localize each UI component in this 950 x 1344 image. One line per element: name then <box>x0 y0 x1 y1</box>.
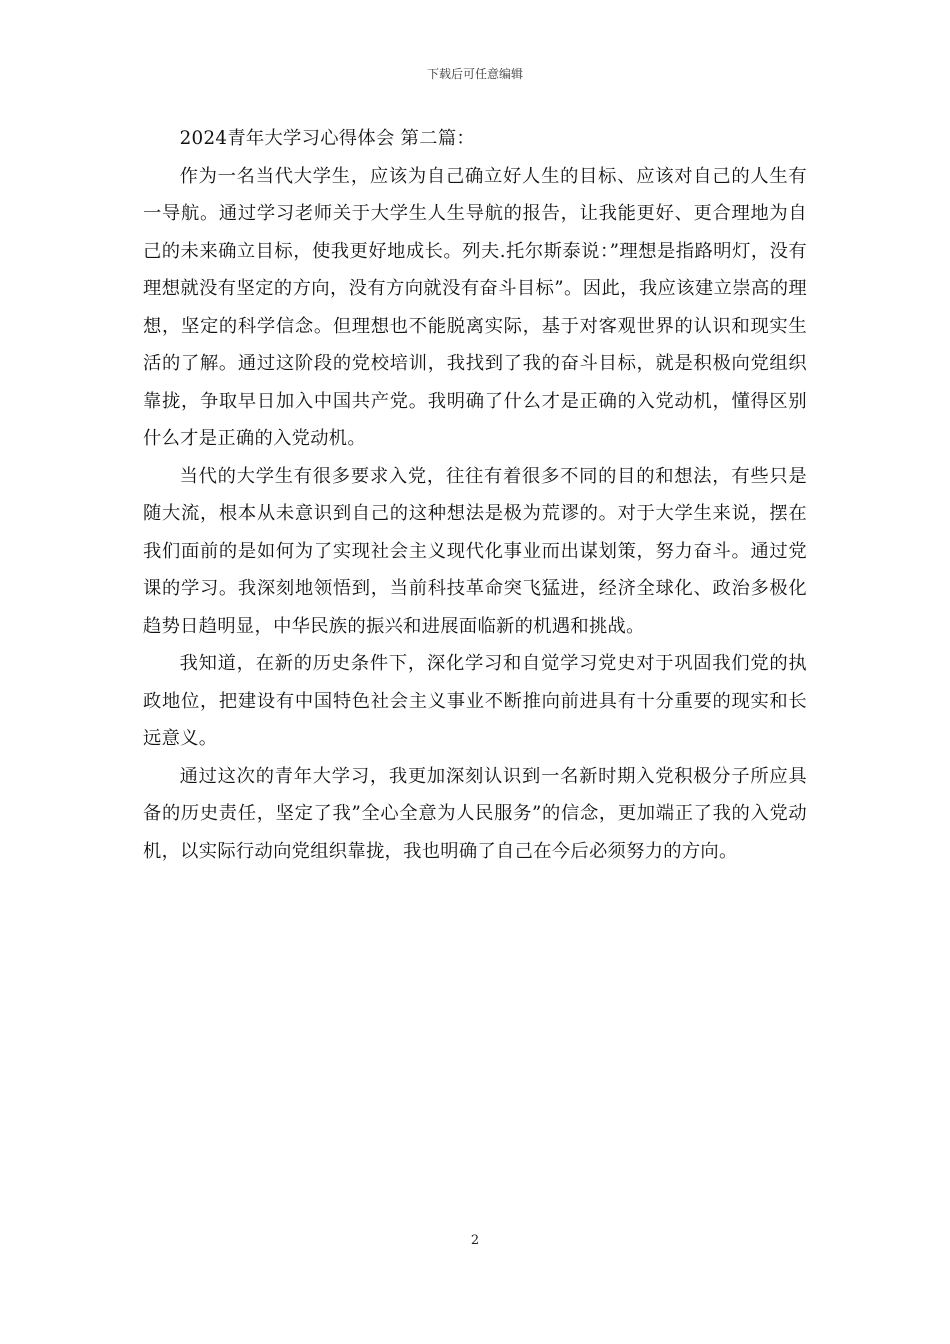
paragraph-4: 通过这次的青年大学习，我更加深刻认识到一名新时期入党积极分子所应具备的历史责任，坚定了我”全心全意为人民服务”的信念，更加端正了我的入党动机，以实际行动向党组织靠拢，我也明确了自己在今后必须努力的方向。 <box>143 765 807 862</box>
document-body <box>143 120 807 870</box>
page-header: 下载后可任意编辑 <box>426 67 523 81</box>
page-number: 2 <box>470 1233 480 1248</box>
paragraph-3: 我知道，在新的历史条件下，深化学习和自觉学习党史对于巩固我们党的执政地位，把建设有中国特色社会主义事业不断推向前进具有十分重要的现实和长远意义。 <box>143 653 807 749</box>
document-title: 2024青年大学习心得体会 第二篇： <box>179 128 475 149</box>
paragraph-1: 作为一名当代大学生，应该为自己确立好人生的目标、应该对自己的人生有一导航。通过学习老师关于大学生人生导航的报告，让我能更好、更合理地为自己的未来确立目标，使我更好地成长。列夫.托尔斯泰说：”理想是指路明灯，没有理想就没有坚定的方向，没有方向就没有奋斗目标”。因此，我应该建立崇高的理想，坚定的科学信念。但理想也不能脱离实际，基于对客观世界的认识和现实生活的了解。通过这阶段的党校培训，我找到了我的奋斗目标，就是积极向党组织靠拢，争取早日加入中国共产党。我明确了什么才是正确的入党动机，懂得区别什么才是正确的入党动机。 <box>143 165 807 449</box>
paragraph-2: 当代的大学生有很多要求入党，往往有着很多不同的目的和想法，有些只是随大流，根本从未意识到自己的这种想法是极为荒谬的。对于大学生来说，摆在我们面前的是如何为了实现社会主义现代化事业而出谋划策，努力奋斗。通过党课的学习。我深刻地领悟到，当前科技革命突飞猛进，经济全球化、政治多极化趋势日趋明显，中华民族的振兴和进展面临新的机遇和挑战。 <box>143 465 807 637</box>
